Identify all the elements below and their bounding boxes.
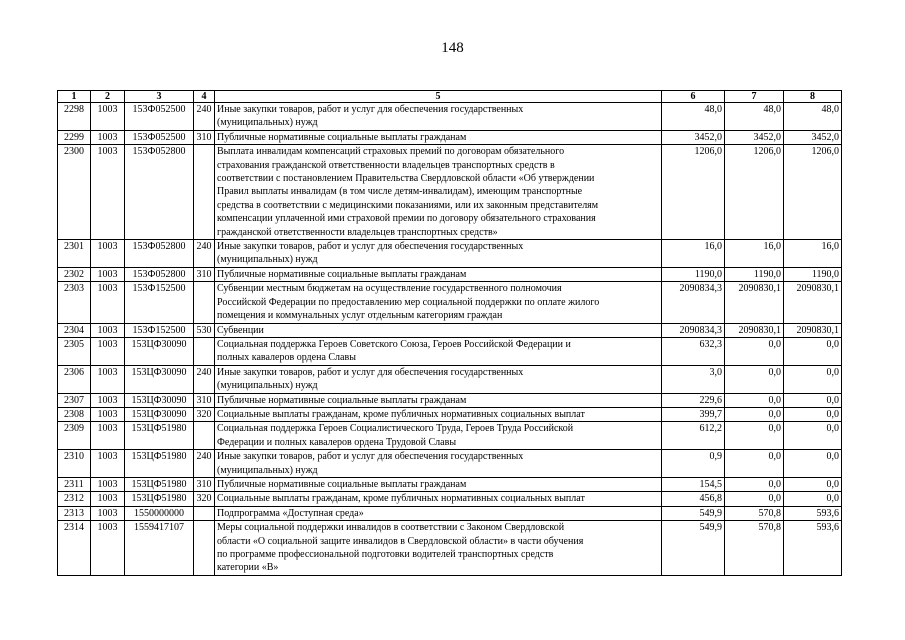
- item-name-line: Социальная поддержка Героев Советского Союза, Героев Российской Федерации и: [217, 338, 571, 350]
- table-row: [58, 450, 842, 478]
- item-name-line: Публичные нормативные социальные выплаты гражданам: [217, 131, 467, 143]
- item-name-line: Социальные выплаты гражданам, кроме публичных нормативных социальных выплат: [217, 493, 585, 505]
- target-article-cell: 153Ф052800: [125, 240, 194, 268]
- item-name-line: (муниципальных) нужд: [217, 117, 318, 129]
- row-number-cell: 2311: [58, 477, 91, 491]
- section-code-cell: 1003: [91, 393, 125, 407]
- amount-cell-v8: 1206,0: [784, 145, 842, 240]
- item-name-cell: [215, 323, 662, 337]
- amount-cell-v7: 2090830,1: [725, 282, 784, 323]
- item-name-line: Публичные нормативные социальные выплаты гражданам: [217, 394, 467, 406]
- expense-type-cell: [194, 337, 215, 365]
- amount-cell-v8: 48,0: [784, 103, 842, 131]
- amount-cell-v8: 0,0: [784, 422, 842, 450]
- item-name-cell: [215, 521, 662, 576]
- amount-cell-v8: 0,0: [784, 365, 842, 393]
- item-name-line: Федерации и полных кавалеров ордена Трудовой Славы: [217, 436, 457, 448]
- budget-table: [57, 90, 842, 576]
- header-row: [58, 91, 842, 103]
- row-number-cell: 2303: [58, 282, 91, 323]
- row-number-cell: 2305: [58, 337, 91, 365]
- target-article-cell: 153ЦФ51980: [125, 422, 194, 450]
- target-article-cell: 153Ф052500: [125, 130, 194, 144]
- row-number-cell: 2310: [58, 450, 91, 478]
- amount-cell-v6: 154,5: [662, 477, 725, 491]
- item-name-line: (муниципальных) нужд: [217, 254, 318, 266]
- item-name-cell: [215, 492, 662, 506]
- table-row: [58, 103, 842, 131]
- section-code-cell: 1003: [91, 407, 125, 421]
- expense-type-cell: 240: [194, 240, 215, 268]
- item-name-cell: [215, 365, 662, 393]
- section-code-cell: 1003: [91, 267, 125, 281]
- item-name-line: Публичные нормативные социальные выплаты гражданам: [217, 478, 467, 490]
- expense-type-cell: 320: [194, 407, 215, 421]
- amount-cell-v6: 2090834,3: [662, 282, 725, 323]
- item-name-line: Иные закупки товаров, работ и услуг для обеспечения государственных: [217, 104, 524, 115]
- expense-type-cell: 310: [194, 130, 215, 144]
- section-code-cell: 1003: [91, 521, 125, 576]
- section-code-cell: 1003: [91, 282, 125, 323]
- item-name-cell: [215, 450, 662, 478]
- expense-type-cell: 240: [194, 365, 215, 393]
- section-code-cell: 1003: [91, 145, 125, 240]
- expense-type-cell: 320: [194, 492, 215, 506]
- item-name-line: Иные закупки товаров, работ и услуг для обеспечения государственных: [217, 366, 524, 378]
- target-article-cell: 153ЦФ51980: [125, 492, 194, 506]
- table-row: [58, 130, 842, 144]
- item-name-line: гражданской ответственности владельцев транспортных средств»: [217, 226, 498, 238]
- row-number-cell: 2301: [58, 240, 91, 268]
- item-name-cell: [215, 422, 662, 450]
- table-row: [58, 492, 842, 506]
- amount-cell-v8: 3452,0: [784, 130, 842, 144]
- item-name-cell: [215, 393, 662, 407]
- item-name-line: страхования гражданской ответственности владельцев транспортных средств в: [217, 159, 555, 171]
- row-number-cell: 2298: [58, 103, 91, 131]
- amount-cell-v8: 1190,0: [784, 267, 842, 281]
- row-number-cell: 2302: [58, 267, 91, 281]
- amount-cell-v6: 399,7: [662, 407, 725, 421]
- item-name-line: полных кавалеров ордена Славы: [217, 352, 356, 364]
- column-header: 5: [215, 91, 662, 103]
- amount-cell-v7: 0,0: [725, 365, 784, 393]
- amount-cell-v7: 3452,0: [725, 130, 784, 144]
- target-article-cell: 153ЦФ51980: [125, 450, 194, 478]
- amount-cell-v8: 0,0: [784, 393, 842, 407]
- section-code-cell: 1003: [91, 450, 125, 478]
- target-article-cell: 1550000000: [125, 506, 194, 520]
- target-article-cell: 153ЦФ30090: [125, 337, 194, 365]
- amount-cell-v8: 2090830,1: [784, 323, 842, 337]
- table-row: [58, 506, 842, 520]
- target-article-cell: 153Ф052800: [125, 267, 194, 281]
- section-code-cell: 1003: [91, 130, 125, 144]
- amount-cell-v6: 48,0: [662, 103, 725, 131]
- section-code-cell: 1003: [91, 422, 125, 450]
- row-number-cell: 2312: [58, 492, 91, 506]
- item-name-line: Правил выплаты инвалидам (в том числе детям-инвалидам), имеющим транспортные: [217, 186, 583, 198]
- table-row: [58, 365, 842, 393]
- item-name-line: средства в соответствии с медицинскими показаниями, или их законным представителям: [217, 199, 599, 211]
- table-row: [58, 323, 842, 337]
- amount-cell-v7: 570,8: [725, 521, 784, 576]
- table-row: [58, 337, 842, 365]
- row-number-cell: 2308: [58, 407, 91, 421]
- row-number-cell: 2313: [58, 506, 91, 520]
- item-name-line: Подпрограмма «Доступная среда»: [217, 507, 364, 519]
- expense-type-cell: 530: [194, 323, 215, 337]
- item-name-line: по программе профессиональной подготовки водителей транспортных средств: [217, 549, 554, 560]
- table-row: [58, 393, 842, 407]
- table-row: [58, 407, 842, 421]
- expense-type-cell: [194, 145, 215, 240]
- amount-cell-v6: 549,9: [662, 521, 725, 576]
- row-number-cell: 2314: [58, 521, 91, 576]
- row-number-cell: 2300: [58, 145, 91, 240]
- table-row: [58, 145, 842, 240]
- expense-type-cell: [194, 521, 215, 576]
- amount-cell-v7: 0,0: [725, 393, 784, 407]
- target-article-cell: 153ЦФ51980: [125, 477, 194, 491]
- item-name-cell: [215, 103, 662, 131]
- item-name-line: области «О социальной защите инвалидов в Свердловской области» в части обучения: [217, 535, 584, 547]
- amount-cell-v7: 0,0: [725, 407, 784, 421]
- amount-cell-v6: 3452,0: [662, 130, 725, 144]
- target-article-cell: 153ЦФ30090: [125, 393, 194, 407]
- item-name-line: Российской Федерации по предоставлению мер социальной поддержки по оплате жилого: [217, 296, 600, 308]
- item-name-line: Иные закупки товаров, работ и услуг для обеспечения государственных: [217, 451, 524, 463]
- column-header: 4: [194, 91, 215, 103]
- section-code-cell: 1003: [91, 337, 125, 365]
- amount-cell-v7: 0,0: [725, 450, 784, 478]
- item-name-line: (муниципальных) нужд: [217, 464, 318, 476]
- item-name-line: Социальные выплаты гражданам, кроме публичных нормативных социальных выплат: [217, 408, 585, 420]
- table-body: [58, 103, 842, 576]
- section-code-cell: 1003: [91, 240, 125, 268]
- item-name-line: (муниципальных) нужд: [217, 380, 318, 392]
- amount-cell-v8: 2090830,1: [784, 282, 842, 323]
- table-row: [58, 521, 842, 576]
- row-number-cell: 2299: [58, 130, 91, 144]
- amount-cell-v8: 0,0: [784, 337, 842, 365]
- item-name-line: Социальная поддержка Героев Социалистического Труда, Героев Труда Российской: [217, 423, 574, 435]
- amount-cell-v6: 456,8: [662, 492, 725, 506]
- expense-type-cell: 240: [194, 450, 215, 478]
- amount-cell-v6: 632,3: [662, 337, 725, 365]
- amount-cell-v7: 1190,0: [725, 267, 784, 281]
- amount-cell-v8: 0,0: [784, 477, 842, 491]
- page-number: 148: [441, 40, 464, 56]
- table-row: [58, 477, 842, 491]
- amount-cell-v7: 16,0: [725, 240, 784, 268]
- section-code-cell: 1003: [91, 365, 125, 393]
- expense-type-cell: 310: [194, 477, 215, 491]
- item-name-line: компенсации уплаченной ими страховой премии по договору обязательного страхования: [217, 213, 596, 225]
- item-name-line: Субвенции: [217, 324, 264, 336]
- column-header: 1: [58, 91, 91, 103]
- target-article-cell: 153Ф052800: [125, 145, 194, 240]
- row-number-cell: 2306: [58, 365, 91, 393]
- amount-cell-v8: 0,0: [784, 407, 842, 421]
- target-article-cell: 153Ф052500: [125, 103, 194, 131]
- item-name-cell: [215, 477, 662, 491]
- amount-cell-v8: 0,0: [784, 492, 842, 506]
- section-code-cell: 1003: [91, 506, 125, 520]
- amount-cell-v7: 0,0: [725, 477, 784, 491]
- amount-cell-v7: 1206,0: [725, 145, 784, 240]
- column-header: 2: [91, 91, 125, 103]
- amount-cell-v6: 16,0: [662, 240, 725, 268]
- table-row: [58, 422, 842, 450]
- amount-cell-v7: 0,0: [725, 337, 784, 365]
- amount-cell-v8: 16,0: [784, 240, 842, 268]
- amount-cell-v6: 1206,0: [662, 145, 725, 240]
- item-name-line: Субвенции местным бюджетам на осуществление государственного полномочия: [217, 283, 562, 295]
- amount-cell-v8: 0,0: [784, 450, 842, 478]
- item-name-cell: [215, 130, 662, 144]
- target-article-cell: 153Ф152500: [125, 282, 194, 323]
- item-name-cell: [215, 337, 662, 365]
- column-header: 7: [725, 91, 784, 103]
- item-name-cell: [215, 240, 662, 268]
- section-code-cell: 1003: [91, 492, 125, 506]
- item-name-line: Иные закупки товаров, работ и услуг для обеспечения государственных: [217, 241, 524, 253]
- item-name-cell: [215, 267, 662, 281]
- amount-cell-v6: 2090834,3: [662, 323, 725, 337]
- item-name-cell: [215, 407, 662, 421]
- target-article-cell: 153ЦФ30090: [125, 365, 194, 393]
- item-name-cell: [215, 145, 662, 240]
- expense-type-cell: [194, 506, 215, 520]
- expense-type-cell: [194, 422, 215, 450]
- item-name-line: помещения и коммунальных услуг отдельным категориям граждан: [217, 310, 503, 322]
- amount-cell-v6: 0,9: [662, 450, 725, 478]
- column-header: 6: [662, 91, 725, 103]
- amount-cell-v8: 593,6: [784, 521, 842, 576]
- item-name-cell: [215, 506, 662, 520]
- amount-cell-v7: 0,0: [725, 422, 784, 450]
- expense-type-cell: 310: [194, 393, 215, 407]
- target-article-cell: 1559417107: [125, 521, 194, 576]
- table-row: [58, 267, 842, 281]
- amount-cell-v7: 48,0: [725, 103, 784, 131]
- item-name-line: Публичные нормативные социальные выплаты гражданам: [217, 268, 467, 280]
- item-name-line: соответствии с постановлением Правительства Свердловской области «Об утверждении: [217, 173, 595, 185]
- item-name-line: Меры социальной поддержки инвалидов в соответствии с Законом Свердловской: [217, 522, 565, 534]
- row-number-cell: 2309: [58, 422, 91, 450]
- column-header: 3: [125, 91, 194, 103]
- row-number-cell: 2304: [58, 323, 91, 337]
- amount-cell-v7: 570,8: [725, 506, 784, 520]
- amount-cell-v7: 0,0: [725, 492, 784, 506]
- row-number-cell: 2307: [58, 393, 91, 407]
- table-row: [58, 282, 842, 323]
- expense-type-cell: 310: [194, 267, 215, 281]
- item-name-line: Выплата инвалидам компенсаций страховых премий по договорам обязательного: [217, 146, 565, 158]
- amount-cell-v6: 549,9: [662, 506, 725, 520]
- target-article-cell: 153Ф152500: [125, 323, 194, 337]
- section-code-cell: 1003: [91, 103, 125, 131]
- amount-cell-v6: 229,6: [662, 393, 725, 407]
- item-name-line: категории «В»: [217, 562, 279, 574]
- amount-cell-v8: 593,6: [784, 506, 842, 520]
- amount-cell-v6: 3,0: [662, 365, 725, 393]
- expense-type-cell: 240: [194, 103, 215, 131]
- section-code-cell: 1003: [91, 477, 125, 491]
- item-name-cell: [215, 282, 662, 323]
- amount-cell-v6: 1190,0: [662, 267, 725, 281]
- section-code-cell: 1003: [91, 323, 125, 337]
- amount-cell-v7: 2090830,1: [725, 323, 784, 337]
- amount-cell-v6: 612,2: [662, 422, 725, 450]
- table-row: [58, 240, 842, 268]
- target-article-cell: 153ЦФ30090: [125, 407, 194, 421]
- column-header: 8: [784, 91, 842, 103]
- expense-type-cell: [194, 282, 215, 323]
